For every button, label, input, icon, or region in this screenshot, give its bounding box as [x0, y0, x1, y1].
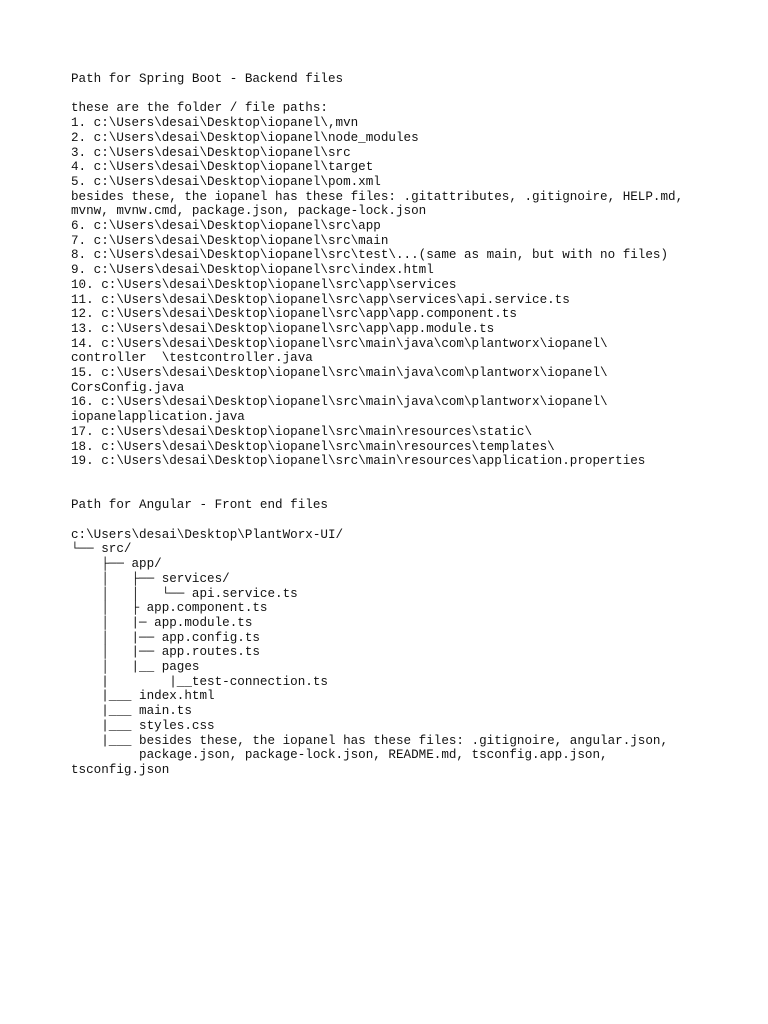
tree-line: │ |__ pages [71, 660, 200, 675]
tree-line: |___ index.html [71, 689, 215, 704]
backend-line: 15. c:\Users\desai\Desktop\iopanel\src\main\java\com\plantworx\iopanel\ [71, 366, 608, 381]
backend-section-title: Path for Spring Boot - Backend files [71, 72, 344, 86]
backend-line: 2. c:\Users\desai\Desktop\iopanel\node_modules [71, 130, 419, 145]
tree-line: | |__test-connection.ts [71, 674, 328, 689]
backend-line: CorsConfig.java [71, 380, 185, 395]
frontend-section-title: Path for Angular - Front end files [71, 498, 328, 513]
backend-line: iopanelapplication.java [71, 410, 245, 425]
backend-line: besides these, the iopanel has these files: .gitattributes, .gitignoire, HELP.md, [71, 189, 684, 204]
tree-line: │ |── app.routes.ts [71, 645, 260, 660]
tree-line: └── src/ [71, 542, 132, 557]
backend-line: 4. c:\Users\desai\Desktop\iopanel\target [71, 160, 374, 175]
backend-line: 11. c:\Users\desai\Desktop\iopanel\src\app\services\api.service.ts [71, 292, 570, 307]
backend-line: 5. c:\Users\desai\Desktop\iopanel\pom.xml [71, 174, 381, 189]
tree-line: │ ├── services/ [71, 571, 230, 586]
backend-line: 16. c:\Users\desai\Desktop\iopanel\src\main\java\com\plantworx\iopanel\ [71, 395, 608, 410]
tree-line: |___ besides these, the iopanel has these files: .gitignoire, angular.json, [71, 733, 669, 748]
tree-line: package.json, package-lock.json, README.md, tsconfig.app.json, [71, 748, 608, 763]
tree-line: c:\Users\desai\Desktop\PlantWorx-UI/ [71, 527, 344, 542]
backend-line: 19. c:\Users\desai\Desktop\iopanel\src\main\resources\application.properties [71, 454, 646, 469]
backend-line: 14. c:\Users\desai\Desktop\iopanel\src\main\java\com\plantworx\iopanel\ [71, 336, 608, 351]
tree-line: |___ main.ts [71, 704, 192, 719]
backend-line: mvnw, mvnw.cmd, package.json, package-lock.json [71, 204, 427, 219]
tree-line: |___ styles.css [71, 718, 215, 733]
backend-line: 9. c:\Users\desai\Desktop\iopanel\src\index.html [71, 263, 434, 278]
spacer [71, 87, 751, 102]
backend-line: 7. c:\Users\desai\Desktop\iopanel\src\main [71, 233, 389, 248]
backend-line: these are the folder / file paths: [71, 101, 328, 116]
tree-line: │ |─ app.module.ts [71, 615, 253, 630]
backend-line: 12. c:\Users\desai\Desktop\iopanel\src\app\app.component.ts [71, 307, 517, 322]
backend-line: 8. c:\Users\desai\Desktop\iopanel\src\test\...(same as main, but with no files) [71, 248, 669, 263]
frontend-file-tree [71, 528, 751, 778]
tree-line: │ │ └── api.service.ts [71, 586, 298, 601]
tree-line: ├── app/ [71, 557, 162, 572]
backend-line: 17. c:\Users\desai\Desktop\iopanel\src\main\resources\static\ [71, 424, 533, 439]
backend-line: controller \testcontroller.java [71, 351, 313, 366]
backend-line: 10. c:\Users\desai\Desktop\iopanel\src\app\services [71, 277, 457, 292]
backend-line: 1. c:\Users\desai\Desktop\iopanel\,mvn [71, 116, 359, 131]
tree-line: │ ├ app.component.ts [71, 601, 268, 616]
spacer [71, 513, 751, 528]
backend-line: 3. c:\Users\desai\Desktop\iopanel\src [71, 145, 351, 160]
backend-line: 18. c:\Users\desai\Desktop\iopanel\src\main\resources\templates\ [71, 439, 555, 454]
backend-path-list [71, 101, 751, 469]
tree-line: tsconfig.json [71, 763, 170, 777]
spacer [71, 469, 751, 498]
backend-line: 13. c:\Users\desai\Desktop\iopanel\src\app\app.module.ts [71, 321, 495, 336]
backend-line: 6. c:\Users\desai\Desktop\iopanel\src\app [71, 219, 381, 234]
document-page [71, 72, 751, 778]
tree-line: │ |── app.config.ts [71, 630, 260, 645]
